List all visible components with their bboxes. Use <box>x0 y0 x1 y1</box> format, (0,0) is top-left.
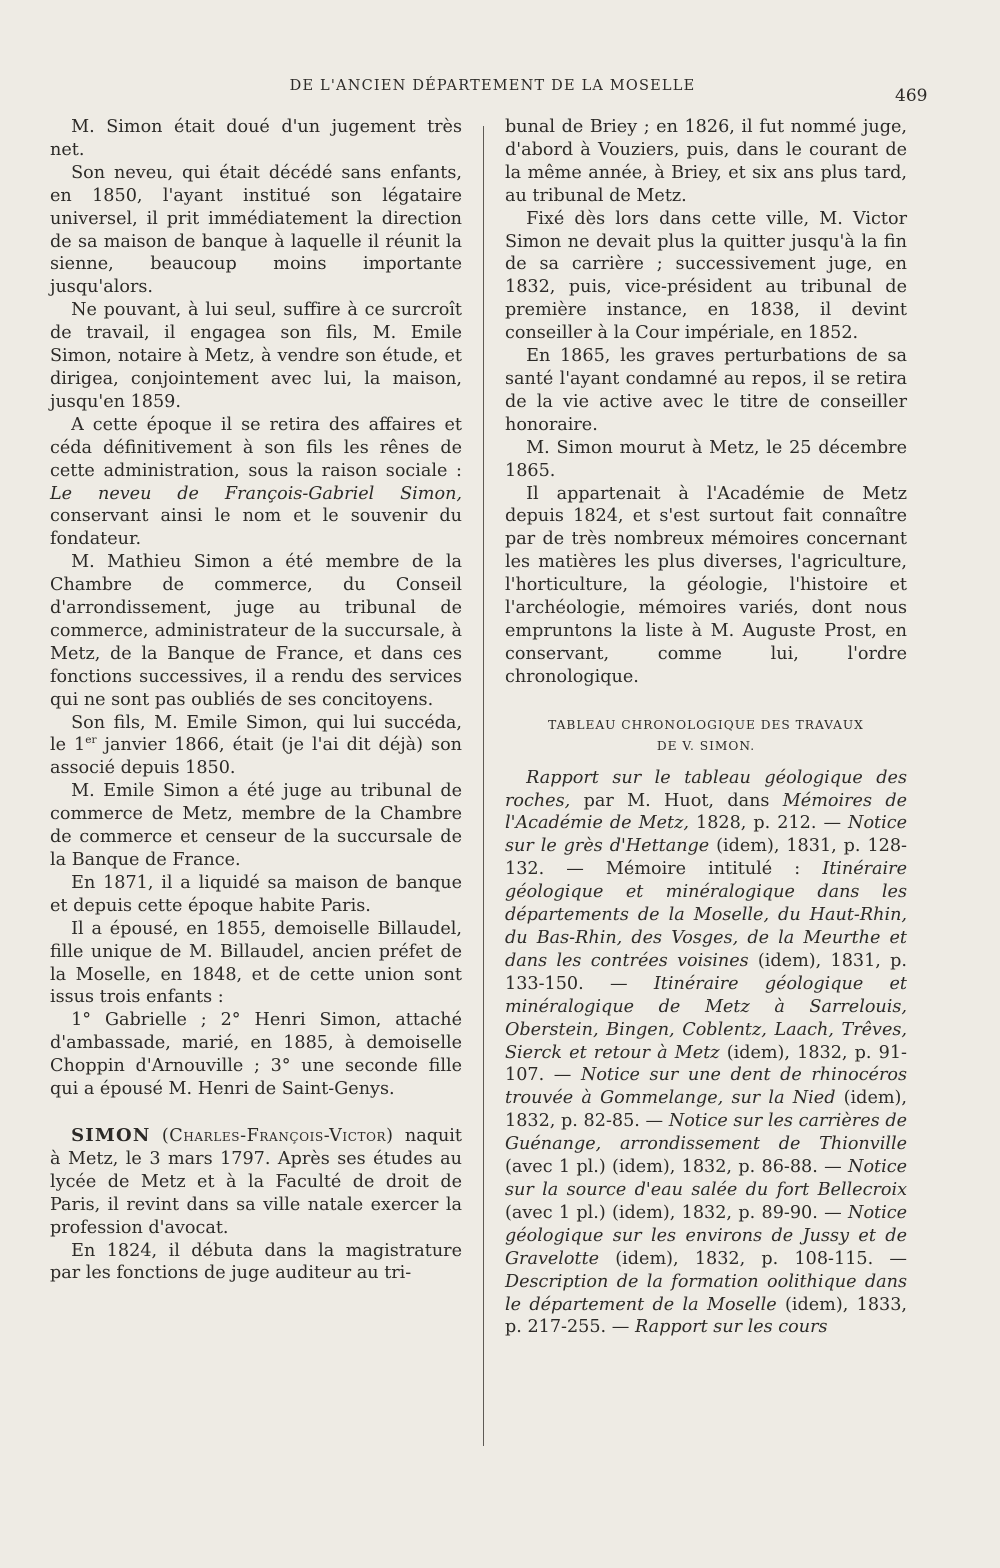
work-title: Notice sur la source d'eau salée du fort Bellecroix <box>505 1157 907 1200</box>
text-run: A cette époque il se retira des affaires et céda définitivement à son fils les rênes de cette administration, sous la raison sociale : <box>50 414 462 481</box>
firm-name: Le neveu de François-Gabriel Simon, <box>50 483 462 504</box>
work-title: Notice géologique sur les environs de Jussy et de Gravelotte <box>505 1202 907 1269</box>
entry-paragraph <box>50 1125 462 1240</box>
work-title: Notice sur le grès d'Hettange <box>505 813 907 857</box>
left-column <box>50 116 462 1285</box>
paragraph: Ne pouvant, à lui seul, suffire à ce surcroît de travail, il engagea son fils, M. Emile Simon, notaire à Metz, à vendre son étude, et dirigea, conjointement avec lui, la maison, jusqu'en 1859. <box>50 300 462 412</box>
bibliography <box>505 767 907 1340</box>
paragraph: Son neveu, qui était décédé sans enfants, en 1850, l'ayant institué son légataire universel, il prit immédiatement la direction de sa maison de banque à laquelle il réunit la sienne, beaucoup moins importante jusqu'alors. <box>50 162 462 298</box>
spacer <box>505 689 907 715</box>
text-run: (idem), 1831, p. 128-132. — Mémoire intitulé : <box>505 836 907 880</box>
text-run: naquit à Metz, le 3 mars 1797. Après ses études au lycée de Metz et à la Faculté de droit de Paris, il revint dans sa ville natale exercer la profession d'avocat. <box>50 1125 462 1238</box>
paragraph <box>50 712 462 781</box>
paragraph: Fixé dès lors dans cette ville, M. Victor Simon ne devait plus la quitter jusqu'à la fin de sa carrière ; successivement juge, en 1832, puis, vice-président au tribunal de première instance, en 1838, il devint conseiller à la Cour impériale, en 1852. <box>505 208 907 344</box>
right-column <box>505 116 907 1339</box>
text-run: conservant ainsi le nom et le souvenir du fondateur. <box>50 506 462 550</box>
paragraph: 1° Gabrielle ; 2° Henri Simon, attaché d'ambassade, marié, en 1885, à demoiselle Choppin d'Arnouville ; 3° une seconde fille qui a épousé M. Henri de Saint-Genys. <box>50 1010 462 1100</box>
column-divider <box>483 126 484 1446</box>
paragraph: M. Emile Simon a été juge au tribunal de commerce de Metz, membre de la Chambre de commerce et censeur de la succursale de la Banque de France. <box>50 781 462 870</box>
work-title: Itinéraire géologique et minéralogique de Metz à Sarrelouis, Oberstein, Bingen, Coblentz, Laach, Trêves, Sierck et retour à Metz <box>505 973 907 1063</box>
spacer <box>505 757 907 767</box>
text-run: (avec 1 pl.) (idem), 1832, p. 86-88. — <box>505 1157 849 1178</box>
text-run: (idem), 1832, p. 108-115. — <box>599 1248 907 1269</box>
text-run: (idem), 1833, p. 217-255. — <box>505 1294 907 1338</box>
text-run: (idem), 1831, p. 133-150. — <box>505 950 907 994</box>
journal-title: Mémoires de l'Académie de Metz, <box>505 790 907 834</box>
entry-name: SIMON <box>71 1124 151 1146</box>
superscript: er <box>85 734 97 747</box>
text-run: (avec 1 pl.) (idem), 1832, p. 89-90. — <box>505 1202 849 1223</box>
paragraph: M. Simon mourut à Metz, le 25 décembre 1865. <box>505 437 907 481</box>
running-header: DE L'ANCIEN DÉPARTEMENT DE LA MOSELLE <box>289 78 696 94</box>
text-run: par M. Huot, dans <box>570 790 783 811</box>
paragraph <box>50 414 462 551</box>
work-title: Notice sur les carrières de Guénange, arrondissement de Thionville <box>505 1111 908 1155</box>
paragraph: En 1865, les graves perturbations de sa santé l'ayant condamné au repos, il se retira de la vie active avec le titre de conseiller honoraire. <box>505 346 907 435</box>
paragraph: M. Simon était doué d'un jugement très net. <box>50 117 462 160</box>
work-title: Itinéraire géologique et minéralogique dans les départements de la Moselle, du Haut-Rhin, du Bas-Rhin, des Vosges, de la Meurthe et dans les contrées voisines <box>505 859 907 971</box>
paragraph: En 1824, il débuta dans la magistrature par les fonctions de juge auditeur au tri- <box>50 1240 462 1284</box>
page-number: 469 <box>895 86 928 106</box>
entry-given-names: (Charles-François-Victor) <box>161 1125 394 1146</box>
paragraph: bunal de Briey ; en 1826, il fut nommé juge, d'abord à Vouziers, puis, dans le courant de la même année, à Briey, et six ans plus tard, au tribunal de Metz. <box>505 117 907 206</box>
paragraph: Il appartenait à l'Académie de Metz depuis 1824, et s'est surtout fait connaître par de très nombreux mémoires concernant les matières les plus diverses, l'agriculture, l'horticulture, la géologie, l'histoire et l'archéologie, mémoires variés, dont nous empruntons la liste à M. Auguste Prost, en conservant, comme lui, l'ordre chronologique. <box>505 483 907 687</box>
text-run: (idem), 1832, p. 82-85. — <box>505 1088 907 1132</box>
text-run: (idem), 1832, p. 91-107. — <box>505 1042 907 1086</box>
text-run: Son fils, M. Emile Simon, qui lui succéda, le 1 <box>50 712 462 756</box>
work-title: Description de la formation oolithique dans le département de la Moselle <box>505 1271 907 1315</box>
text-run: 1828, p. 212. — <box>688 813 849 834</box>
entry-separator <box>50 1101 462 1125</box>
paragraph: Il a épousé, en 1855, demoiselle Billaudel, fille unique de M. Billaudel, ancien préfet de la Moselle, en 1848, et de cette union sont issus trois enfants : <box>50 918 462 1008</box>
text-run: janvier 1866, était (je l'ai dit déjà) son associé depuis 1850. <box>50 735 462 779</box>
work-title: Rapport sur les cours <box>634 1317 828 1338</box>
paragraph: En 1871, il a liquidé sa maison de banque et depuis cette époque habite Paris. <box>50 872 462 916</box>
work-title: Rapport sur le tableau géologique des roches, <box>505 767 907 811</box>
section-title: DE V. SIMON. <box>656 738 756 753</box>
work-title: Notice sur une dent de rhinocéros trouvée à Gommelange, sur la Nied <box>505 1065 907 1109</box>
paragraph: M. Mathieu Simon a été membre de la Chambre de commerce, du Conseil d'arrondissement, juge au tribunal de commerce, administrateur de la succursale, à Metz, de la Banque de France, et dans ces fonctions successives, il a rendu des services qui ne sont pas oubliés de ses concitoyens. <box>50 552 462 710</box>
section-title: TABLEAU CHRONOLOGIQUE DES TRAVAUX <box>548 717 864 732</box>
